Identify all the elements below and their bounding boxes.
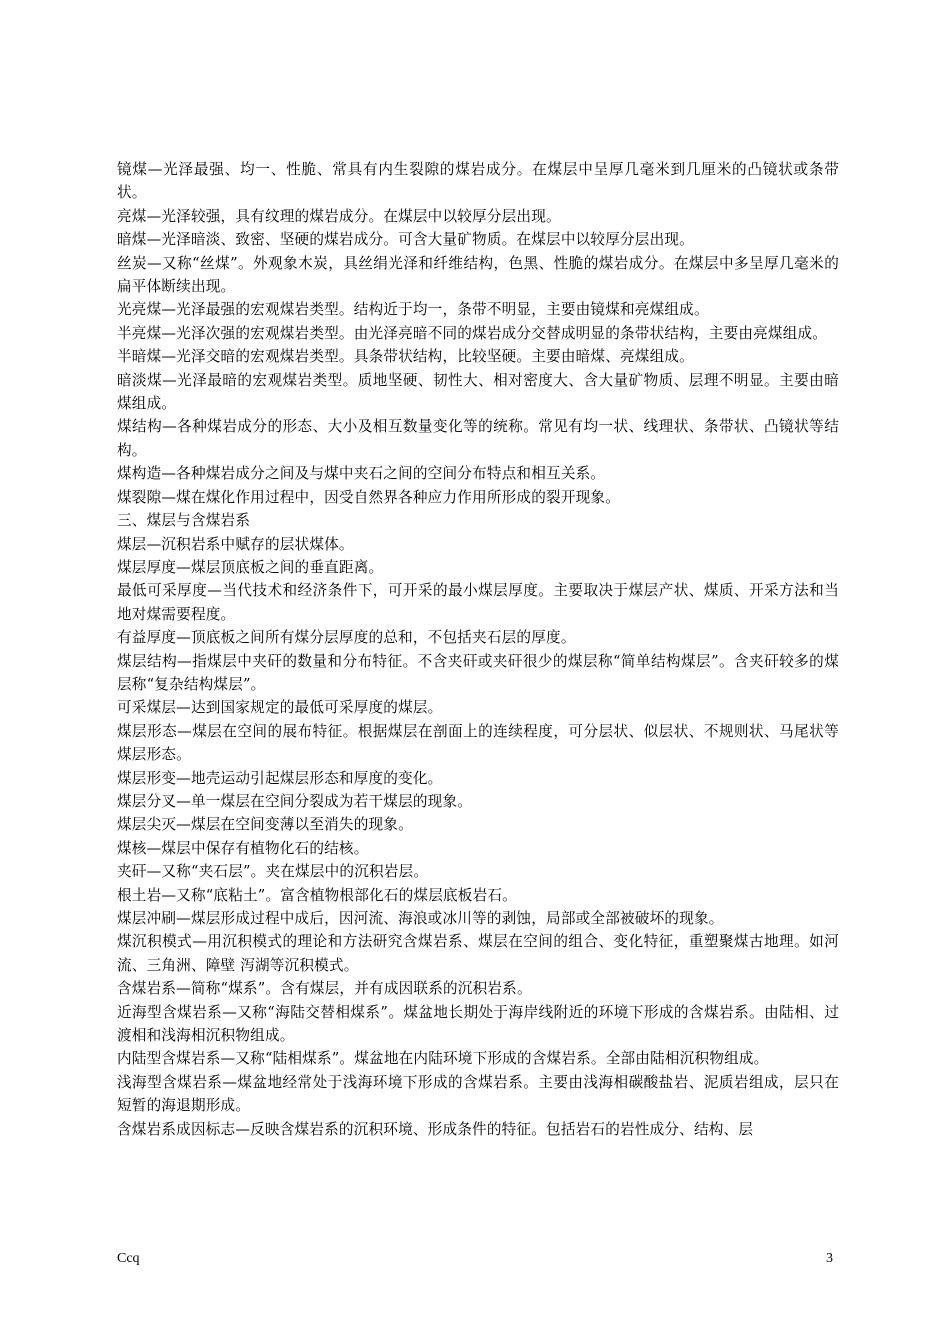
page-number: 3 <box>826 1251 833 1266</box>
paragraph: 含煤岩系—简称“煤系”。含有煤层，并有成因联系的沉积岩系。 <box>117 980 532 998</box>
paragraph: 煤层尖灭—煤层在空间变薄以至消失的现象。 <box>117 816 413 834</box>
section-heading: 三、煤层与含煤岩系 <box>117 512 251 530</box>
paragraph: 暗淡煤—光泽最暗的宏观煤岩类型。质地坚硬、韧性大、相对密度大、含大量矿物质、层理不明显。主要由暗煤组成。 <box>117 371 839 413</box>
paragraph: 煤结构—各种煤岩成分的形态、大小及相互数量变化等的统称。常见有均一状、线理状、条带状、凸镜状等结构。 <box>117 418 839 459</box>
paragraph: 煤沉积模式—用沉积模式的理论和方法研究含煤岩系、煤层在空间的组合、变化特征，重塑聚煤古地理。如河流、三角洲、障壁 泻湖等沉积模式。 <box>117 933 839 974</box>
paragraph: 煤层—沉积岩系中赋存的层状煤体。 <box>117 535 354 553</box>
paragraph: 煤层分叉—单一煤层在空间分裂成为若干煤层的现象。 <box>117 792 473 810</box>
page-body <box>117 158 839 1141</box>
paragraph: 含煤岩系成因标志—反映含煤岩系的沉积环境、形成条件的特征。包括岩石的岩性成分、结构、层 <box>117 1120 754 1138</box>
paragraph: 可采煤层—达到国家规定的最低可采厚度的煤层。 <box>117 699 443 717</box>
paragraph: 近海型含煤岩系—又称“海陆交替相煤系”。煤盆地长期处于海岸线附近的环境下形成的含煤岩系。由陆相、过渡相和浅海相沉积物组成。 <box>117 1003 839 1045</box>
paragraph: 暗煤—光泽暗淡、致密、坚硬的煤岩成分。可含大量矿物质。在煤层中以较厚分层出现。 <box>117 231 694 249</box>
footer-author: Ccq <box>117 1251 140 1266</box>
paragraph: 最低可采厚度—当代技术和经济条件下，可开采的最小煤层厚度。主要取决于煤层产状、煤质、开采方法和当地对煤需要程度。 <box>117 582 839 623</box>
paragraph: 夹矸—又称“夹石层”。夹在煤层中的沉积岩层。 <box>117 863 429 881</box>
paragraph: 浅海型含煤岩系—煤盆地经常处于浅海环境下形成的含煤岩系。主要由浅海相碳酸盐岩、泥质岩组成，层只在短暂的海退期形成。 <box>117 1073 839 1115</box>
paragraph: 根土岩—又称“底粘土”。富含植物根部化石的煤层底板岩石。 <box>117 886 517 904</box>
paragraph: 煤裂隙—煤在煤化作用过程中，因受自然界各种应力作用所形成的裂开现象。 <box>117 488 620 506</box>
paragraph: 煤层结构—指煤层中夹矸的数量和分布特征。不含夹矸或夹矸很少的煤层称“简单结构煤层”。含夹矸较多的煤层称“复杂结构煤层”。 <box>117 652 839 693</box>
paragraph: 有益厚度—顶底板之间所有煤分层厚度的总和，不包括夹石层的厚度。 <box>117 629 576 647</box>
paragraph: 亮煤—光泽较强，具有纹理的煤岩成分。在煤层中以较厚分层出现。 <box>117 207 561 225</box>
paragraph: 煤核—煤层中保存有植物化石的结核。 <box>117 839 369 857</box>
paragraph: 煤层形变—地壳运动引起煤层形态和厚度的变化。 <box>117 769 443 787</box>
paragraph: 半暗煤—光泽交暗的宏观煤岩类型。具条带状结构，比较坚硬。主要由暗煤、亮煤组成。 <box>117 348 694 366</box>
paragraph: 镜煤—光泽最强、均一、性脆、常具有内生裂隙的煤岩成分。在煤层中呈厚几毫米到几厘米的凸镜状或条带状。 <box>117 161 839 202</box>
paragraph: 丝炭—又称“丝煤”。外观象木炭，具丝绢光泽和纤维结构，色黑、性脆的煤岩成分。在煤层中多呈厚几毫米的扁平体断续出现。 <box>117 254 839 296</box>
paragraph: 煤层厚度—煤层顶底板之间的垂直距离。 <box>117 558 384 576</box>
paragraph: 煤层形态—煤层在空间的展布特征。根据煤层在剖面上的连续程度，可分层状、似层状、不规则状、马尾状等煤层形态。 <box>117 722 839 764</box>
paragraph: 光亮煤—光泽最强的宏观煤岩类型。结构近于均一，条带不明显，主要由镜煤和亮煤组成。 <box>117 301 709 319</box>
paragraph: 煤构造—各种煤岩成分之间及与煤中夹石之间的空间分布特点和相互关系。 <box>117 465 606 483</box>
paragraph: 内陆型含煤岩系—又称“陆相煤系”。煤盆地在内陆环境下形成的含煤岩系。全部由陆相沉积物组成。 <box>117 1050 769 1068</box>
paragraph: 半亮煤—光泽次强的宏观煤岩类型。由光泽亮暗不同的煤岩成分交替成明显的条带状结构，主要由亮煤组成。 <box>117 324 828 342</box>
paragraph: 煤层冲刷—煤层形成过程中成后，因河流、海浪或冰川等的剥蚀，局部或全部被破坏的现象。 <box>117 910 724 927</box>
